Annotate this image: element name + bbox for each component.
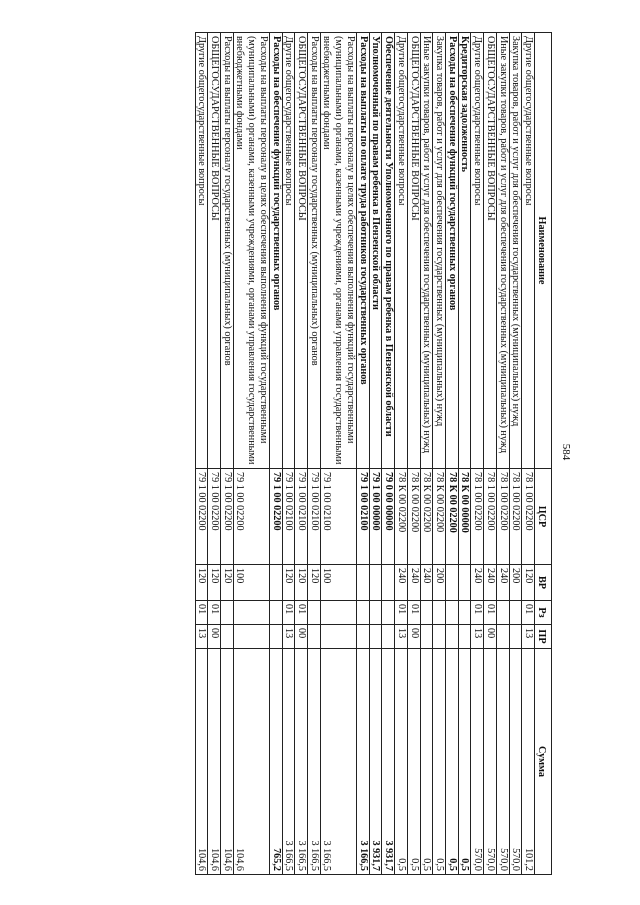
cell-vr: 120 (221, 565, 234, 601)
cell-pr (308, 625, 321, 649)
table-row (195, 33, 208, 875)
cell-pr (420, 625, 433, 649)
cell-csr: 78 К 00 02200 (420, 469, 433, 565)
cell-csr: 78 1 00 02200 (522, 469, 535, 565)
cell-rz (308, 601, 321, 625)
cell-vr (269, 565, 282, 601)
header-sum: Сумма (535, 649, 552, 875)
table-row (269, 33, 282, 875)
cell-csr: 79 1 00 02200 (221, 469, 234, 565)
cell-rz (221, 601, 234, 625)
header-vr: ВР (535, 565, 552, 601)
cell-name: Расходы на выплаты персоналу государственных (муниципальных) органов (221, 33, 234, 469)
cell-vr: 200 (433, 565, 446, 601)
table-row (369, 33, 382, 875)
cell-vr: 240 (420, 565, 433, 601)
table-row (433, 33, 446, 875)
table-row (208, 33, 221, 875)
cell-name: Иные закупки товаров, работ и услуг для обеспечения государственных (муниципальных) нужд (496, 33, 509, 469)
cell-rz (445, 601, 458, 625)
cell-rz (269, 601, 282, 625)
cell-sum: 0,5 (407, 649, 420, 875)
cell-vr (369, 565, 382, 601)
cell-sum: 104,6 (208, 649, 221, 875)
cell-csr: 79 1 00 02200 (269, 469, 282, 565)
cell-pr (221, 625, 234, 649)
cell-sum: 3 166,5 (320, 649, 356, 875)
cell-name: Другие общегосударственные вопросы (395, 33, 408, 469)
cell-csr: 78 К 00 02200 (445, 469, 458, 565)
cell-rz: 01 (484, 601, 497, 625)
cell-csr: 79 0 00 00000 (382, 469, 395, 565)
cell-csr: 79 1 00 02200 (233, 469, 269, 565)
cell-rz (320, 601, 356, 625)
cell-name: Расходы на выплаты персоналу государственных (муниципальных) органов (308, 33, 321, 469)
header-name: Наименование (535, 33, 552, 469)
table-row (295, 33, 308, 875)
cell-csr: 79 1 00 00000 (369, 469, 382, 565)
header-rz: Рз (535, 601, 552, 625)
cell-vr: 240 (471, 565, 484, 601)
table-row (471, 33, 484, 875)
cell-pr (269, 625, 282, 649)
table-header (535, 33, 552, 875)
cell-pr: 13 (522, 625, 535, 649)
cell-csr: 79 1 00 02200 (195, 469, 208, 565)
cell-sum: 570,0 (509, 649, 522, 875)
cell-vr (356, 565, 369, 601)
cell-rz (496, 601, 509, 625)
cell-pr: 13 (195, 625, 208, 649)
cell-pr (458, 625, 471, 649)
cell-csr: 78 1 00 02200 (496, 469, 509, 565)
cell-sum: 104,6 (195, 649, 208, 875)
table-row (496, 33, 509, 875)
cell-vr: 120 (208, 565, 221, 601)
cell-name: Расходы на выплаты персоналу в целях обеспечения выполнения функций государственными (муниципальными) органами, казенными учреждениями, органами управления государственными внебюджетными фондами (233, 33, 269, 469)
cell-rz (509, 601, 522, 625)
header-row (535, 33, 552, 875)
cell-pr: 00 (295, 625, 308, 649)
cell-pr: 00 (484, 625, 497, 649)
cell-sum: 101,2 (522, 649, 535, 875)
table-row (308, 33, 321, 875)
cell-vr: 120 (195, 565, 208, 601)
cell-sum: 3 166,5 (295, 649, 308, 875)
cell-name: Обеспечение деятельности Уполномоченного по правам ребенка в Пензенской области (382, 33, 395, 469)
cell-pr (445, 625, 458, 649)
cell-vr: 200 (509, 565, 522, 601)
cell-pr: 00 (407, 625, 420, 649)
cell-name: Иные закупки товаров, работ и услуг для обеспечения государственных (муниципальных) нужд (420, 33, 433, 469)
header-pr: ПР (535, 625, 552, 649)
cell-pr: 13 (395, 625, 408, 649)
cell-vr: 240 (395, 565, 408, 601)
cell-name: ОБЩЕГОСУДАРСТВЕННЫЕ ВОПРОСЫ (407, 33, 420, 469)
table-row (382, 33, 395, 875)
cell-rz (369, 601, 382, 625)
cell-name: Расходы на выплаты персоналу в целях обеспечения выполнения функций государственными (муниципальными) органами, казенными учреждениями, органами управления государственными внебюджетными фондами (320, 33, 356, 469)
page-number: 584 (560, 443, 572, 461)
cell-name: Кредиторская задолженность (458, 33, 471, 469)
cell-rz (420, 601, 433, 625)
cell-sum: 570,0 (471, 649, 484, 875)
cell-name: ОБЩЕГОСУДАРСТВЕННЫЕ ВОПРОСЫ (484, 33, 497, 469)
cell-name: Расходы на выплаты по оплате труда работников государственных органов (356, 33, 369, 469)
table-row (282, 33, 295, 875)
cell-pr (509, 625, 522, 649)
table-row (420, 33, 433, 875)
cell-sum: 3 931,7 (382, 649, 395, 875)
cell-vr: 100 (233, 565, 269, 601)
cell-sum: 104,6 (221, 649, 234, 875)
cell-csr: 78 К 00 02200 (433, 469, 446, 565)
table-row (509, 33, 522, 875)
cell-name: ОБЩЕГОСУДАРСТВЕННЫЕ ВОПРОСЫ (295, 33, 308, 469)
cell-csr: 78 1 00 02200 (484, 469, 497, 565)
cell-sum: 3 166,5 (356, 649, 369, 875)
cell-pr: 13 (282, 625, 295, 649)
cell-csr: 79 1 00 02100 (282, 469, 295, 565)
cell-sum: 0,5 (433, 649, 446, 875)
cell-name: Другие общегосударственные вопросы (282, 33, 295, 469)
cell-vr: 240 (407, 565, 420, 601)
cell-name: Расходы на обеспечение функций государственных органов (445, 33, 458, 469)
cell-pr (233, 625, 269, 649)
cell-rz (233, 601, 269, 625)
cell-csr: 79 1 00 02100 (320, 469, 356, 565)
cell-rz: 01 (295, 601, 308, 625)
table-row (395, 33, 408, 875)
budget-table (195, 32, 552, 875)
table-row (407, 33, 420, 875)
cell-sum: 0,5 (395, 649, 408, 875)
cell-csr: 78 1 00 02200 (471, 469, 484, 565)
cell-rz (356, 601, 369, 625)
cell-csr: 78 1 00 02200 (509, 469, 522, 565)
cell-name: Другие общегосударственные вопросы (195, 33, 208, 469)
cell-rz: 01 (208, 601, 221, 625)
cell-pr (369, 625, 382, 649)
cell-rz (433, 601, 446, 625)
cell-sum: 570,0 (484, 649, 497, 875)
cell-csr: 79 1 00 02100 (356, 469, 369, 565)
cell-vr: 240 (484, 565, 497, 601)
cell-sum: 0,5 (420, 649, 433, 875)
cell-name: Закупка товаров, работ и услуг для обеспечения государственных (муниципальных) нужд (433, 33, 446, 469)
cell-vr: 120 (308, 565, 321, 601)
table-row (233, 33, 269, 875)
cell-name: Другие общегосударственные вопросы (471, 33, 484, 469)
cell-sum: 765,2 (269, 649, 282, 875)
cell-vr (382, 565, 395, 601)
header-csr: ЦСР (535, 469, 552, 565)
cell-name: Другие общегосударственные вопросы (522, 33, 535, 469)
cell-vr: 240 (496, 565, 509, 601)
cell-vr: 120 (295, 565, 308, 601)
cell-vr: 120 (282, 565, 295, 601)
cell-name: ОБЩЕГОСУДАРСТВЕННЫЕ ВОПРОСЫ (208, 33, 221, 469)
cell-name: Уполномоченный по правам ребенка в Пензенской области (369, 33, 382, 469)
cell-rz: 01 (471, 601, 484, 625)
table-body (195, 33, 534, 875)
cell-rz: 01 (282, 601, 295, 625)
table-row (320, 33, 356, 875)
cell-rz (458, 601, 471, 625)
cell-sum: 0,5 (458, 649, 471, 875)
cell-pr: 13 (471, 625, 484, 649)
cell-csr: 78 К 00 02200 (395, 469, 408, 565)
cell-vr: 120 (522, 565, 535, 601)
cell-csr: 78 К 00 02200 (407, 469, 420, 565)
cell-rz: 01 (195, 601, 208, 625)
cell-rz: 01 (522, 601, 535, 625)
table-row (221, 33, 234, 875)
table-row (445, 33, 458, 875)
cell-pr (356, 625, 369, 649)
cell-csr: 79 1 00 02100 (295, 469, 308, 565)
cell-sum: 3 166,5 (308, 649, 321, 875)
cell-sum: 104,6 (233, 649, 269, 875)
cell-csr: 78 К 00 00000 (458, 469, 471, 565)
cell-rz (382, 601, 395, 625)
cell-sum: 570,0 (496, 649, 509, 875)
cell-csr: 79 1 00 02200 (208, 469, 221, 565)
cell-sum: 3 166,5 (282, 649, 295, 875)
table-row (356, 33, 369, 875)
cell-csr: 79 1 00 02100 (308, 469, 321, 565)
cell-pr (433, 625, 446, 649)
table-row (522, 33, 535, 875)
cell-vr: 100 (320, 565, 356, 601)
table-row (484, 33, 497, 875)
table-row (458, 33, 471, 875)
cell-pr: 00 (208, 625, 221, 649)
cell-pr (382, 625, 395, 649)
cell-name: Закупка товаров, работ и услуг для обеспечения государственных (муниципальных) нужд (509, 33, 522, 469)
cell-name: Расходы на обеспечение функций государственных органов (269, 33, 282, 469)
rotated-table-container (60, 32, 552, 874)
cell-pr (496, 625, 509, 649)
cell-rz: 01 (407, 601, 420, 625)
cell-pr (320, 625, 356, 649)
cell-vr (458, 565, 471, 601)
cell-vr (445, 565, 458, 601)
cell-rz: 01 (395, 601, 408, 625)
cell-sum: 3 931,7 (369, 649, 382, 875)
cell-sum: 0,5 (445, 649, 458, 875)
